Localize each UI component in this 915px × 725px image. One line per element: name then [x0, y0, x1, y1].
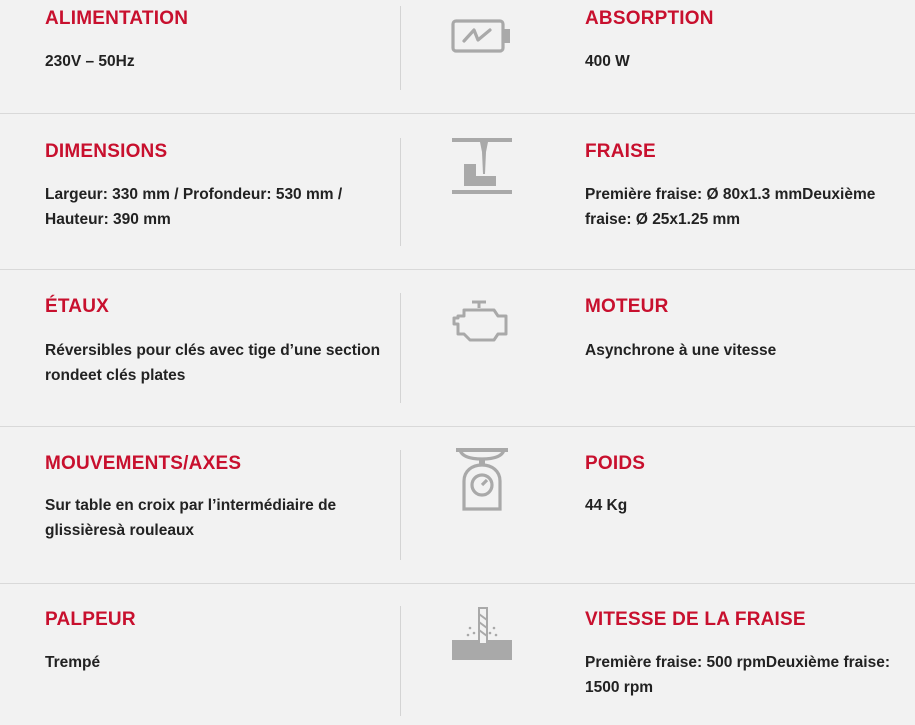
spec-value: Trempé [45, 654, 101, 671]
spec-title: PALPEUR [45, 609, 136, 630]
spec-title: ALIMENTATION [45, 8, 189, 29]
scale-icon [450, 447, 514, 511]
spec-title: POIDS [585, 453, 646, 474]
spec-title: DIMENSIONS [45, 141, 168, 162]
spec-value: 230V – 50Hz [45, 53, 135, 70]
spec-row-4 [0, 427, 915, 584]
spec-value: Largeur: 330 mm / Profondeur: 530 mm / Hauteur: 390 mm [45, 186, 343, 228]
spec-row-2 [0, 114, 915, 270]
spec-value: Première fraise: Ø 80x1.3 mmDeuxième fraise: Ø 25x1.25 mm [585, 186, 876, 228]
spec-value: 400 W [585, 53, 630, 70]
drill-bit-icon [450, 604, 514, 668]
spec-value: Réversibles pour clés avec tige d’une section rondeet clés plates [45, 342, 381, 384]
engine-icon [450, 290, 514, 354]
column-divider [400, 293, 401, 403]
spec-title: MOTEUR [585, 296, 669, 317]
spec-row-3 [0, 270, 915, 427]
milling-machine-icon [450, 134, 514, 198]
column-divider [400, 450, 401, 560]
battery-icon [450, 4, 514, 68]
spec-value: Sur table en croix par l’intermédiaire de glissièresà rouleaux [45, 497, 337, 539]
spec-title: VITESSE DE LA FRAISE [585, 609, 806, 630]
spec-title: MOUVEMENTS/AXES [45, 453, 242, 474]
column-divider [400, 6, 401, 90]
spec-title: ÉTAUX [45, 296, 109, 317]
spec-value: 44 Kg [585, 497, 628, 514]
spec-row-1 [0, 0, 915, 114]
spec-title: ABSORPTION [585, 8, 714, 29]
spec-value: Asynchrone à une vitesse [585, 342, 777, 359]
column-divider [400, 606, 401, 716]
column-divider [400, 138, 401, 246]
spec-value: Première fraise: 500 rpmDeuxième fraise: 1500 rpm [585, 654, 890, 696]
spec-row-5 [0, 584, 915, 725]
spec-title: FRAISE [585, 141, 656, 162]
